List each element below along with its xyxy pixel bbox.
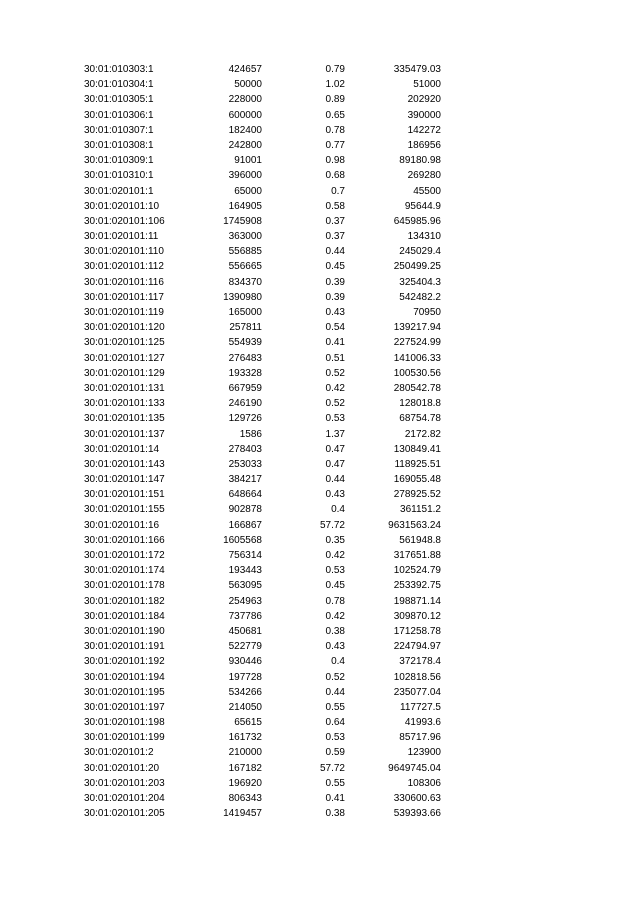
table-row: [0, 670, 640, 685]
coefficient-cell: 0.38: [325, 808, 345, 820]
value-cell: 450681: [228, 625, 262, 637]
coefficient-cell: 0.45: [325, 261, 345, 273]
value-cell: 363000: [228, 231, 262, 243]
cadastral-number-cell: 30:01:020101:174: [84, 565, 165, 577]
result-cell: 134310: [407, 231, 441, 243]
table-row: [0, 123, 640, 138]
coefficient-cell: 0.47: [325, 458, 345, 470]
value-cell: 214050: [228, 701, 262, 713]
coefficient-cell: 0.47: [325, 443, 345, 455]
table-row: [0, 594, 640, 609]
table-row: [0, 427, 640, 442]
value-cell: 165000: [228, 307, 262, 318]
value-cell: 167182: [228, 762, 262, 774]
value-cell: 91001: [234, 155, 262, 167]
table-row: [0, 578, 640, 593]
result-cell: 2172.82: [404, 428, 441, 440]
cadastral-number-cell: 30:01:020101:16: [84, 519, 160, 531]
table-row: [0, 624, 640, 639]
cadastral-number-cell: 30:01:020101:119: [84, 307, 164, 318]
coefficient-cell: 0.78: [325, 595, 345, 607]
table-row: [0, 229, 640, 244]
result-cell: 85717.96: [399, 732, 441, 744]
coefficient-cell: 0.77: [325, 139, 345, 151]
cadastral-number-cell: 30:01:020101:14: [84, 443, 160, 455]
coefficient-cell: 0.44: [325, 474, 345, 486]
value-cell: 396000: [228, 170, 262, 182]
table-row: [0, 396, 640, 411]
coefficient-cell: 0.52: [325, 367, 345, 379]
table-row: [0, 108, 640, 123]
coefficient-cell: 0.43: [325, 307, 345, 318]
table-row: [0, 639, 640, 654]
value-cell: 806343: [228, 793, 262, 804]
value-cell: 384217: [228, 474, 262, 486]
table-row: [0, 472, 640, 487]
coefficient-cell: 0.64: [325, 717, 345, 729]
cadastral-number-cell: 30:01:020101:199: [84, 732, 165, 744]
result-cell: 269280: [407, 170, 441, 182]
result-cell: 280542.78: [393, 382, 441, 394]
result-cell: 123900: [407, 747, 441, 759]
cadastral-number-cell: 30:01:010308:1: [84, 139, 154, 151]
coefficient-cell: 0.53: [325, 732, 345, 744]
cadastral-number-cell: 30:01:020101:127: [84, 352, 165, 364]
table-row: [0, 715, 640, 730]
value-cell: 1605568: [223, 534, 262, 546]
value-cell: 228000: [228, 94, 262, 106]
table-row: [0, 457, 640, 472]
cadastral-number-cell: 30:01:010303:1: [84, 64, 154, 75]
coefficient-cell: 0.35: [325, 534, 345, 546]
cadastral-number-cell: 30:01:020101:129: [84, 367, 165, 379]
table-row: [0, 745, 640, 760]
value-cell: 210000: [228, 747, 262, 759]
table-row: [0, 700, 640, 715]
cadastral-number-cell: 30:01:010310:1: [84, 170, 154, 182]
value-cell: 276483: [228, 352, 262, 364]
table-row: [0, 533, 640, 548]
cadastral-number-cell: 30:01:020101:117: [84, 291, 164, 303]
result-cell: 89180.98: [399, 155, 441, 167]
value-cell: 737786: [228, 610, 262, 622]
cadastral-number-cell: 30:01:010304:1: [84, 79, 154, 91]
result-cell: 361151.2: [400, 504, 441, 516]
cadastral-number-cell: 30:01:020101:125: [84, 337, 165, 349]
result-cell: 539393.66: [393, 808, 441, 820]
cadastral-number-cell: 30:01:020101:190: [84, 625, 165, 637]
result-cell: 202920: [407, 94, 441, 106]
table-row: [0, 791, 640, 806]
coefficient-cell: 0.43: [325, 489, 345, 501]
table-row: [0, 320, 640, 335]
value-cell: 278403: [228, 443, 262, 455]
value-cell: 563095: [228, 580, 262, 592]
result-cell: 141006.33: [393, 352, 441, 364]
result-cell: 171258.78: [393, 625, 441, 637]
cadastral-number-cell: 30:01:020101:112: [84, 261, 164, 273]
coefficient-cell: 0.42: [325, 382, 345, 394]
value-cell: 930446: [228, 656, 262, 668]
table-row: [0, 806, 640, 821]
result-cell: 186956: [407, 139, 441, 151]
result-cell: 68754.78: [399, 413, 441, 425]
table-row: [0, 351, 640, 366]
coefficient-cell: 0.89: [325, 94, 345, 106]
coefficient-cell: 0.41: [325, 793, 345, 804]
cadastral-number-cell: 30:01:010309:1: [84, 155, 154, 167]
table-row: [0, 153, 640, 168]
result-cell: 372178.4: [399, 656, 441, 668]
cadastral-number-cell: 30:01:020101:197: [84, 701, 165, 713]
cadastral-number-cell: 30:01:020101:11: [84, 231, 159, 243]
coefficient-cell: 0.4: [331, 656, 345, 668]
coefficient-cell: 0.53: [325, 565, 345, 577]
table-row: [0, 77, 640, 92]
cadastral-number-cell: 30:01:020101:166: [84, 534, 165, 546]
result-cell: 51000: [413, 79, 441, 91]
value-cell: 257811: [229, 322, 262, 334]
cadastral-number-cell: 30:01:020101:203: [84, 777, 165, 789]
cadastral-number-cell: 30:01:020101:198: [84, 717, 165, 729]
coefficient-cell: 0.7: [331, 185, 345, 197]
table-row: [0, 411, 640, 426]
cadastral-number-cell: 30:01:020101:155: [84, 504, 165, 516]
value-cell: 161732: [228, 732, 262, 744]
value-cell: 1745908: [223, 215, 262, 227]
table-row: [0, 442, 640, 457]
coefficient-cell: 0.53: [325, 413, 345, 425]
coefficient-cell: 0.39: [325, 291, 345, 303]
table-row: [0, 502, 640, 517]
result-cell: 390000: [407, 109, 441, 121]
result-cell: 139217.94: [393, 322, 441, 334]
value-cell: 193443: [228, 565, 262, 577]
result-cell: 95644.9: [404, 200, 441, 212]
cadastral-number-cell: 30:01:020101:205: [84, 808, 165, 820]
table-row: [0, 335, 640, 350]
data-table: [0, 62, 640, 821]
result-cell: 309870.12: [393, 610, 441, 622]
value-cell: 556665: [228, 261, 262, 273]
result-cell: 198871.14: [393, 595, 441, 607]
cadastral-number-cell: 30:01:020101:106: [84, 215, 165, 227]
coefficient-cell: 0.98: [325, 155, 345, 167]
value-cell: 193328: [228, 367, 262, 379]
result-cell: 561948.8: [399, 534, 441, 546]
result-cell: 41993.6: [404, 717, 441, 729]
result-cell: 102524.79: [393, 565, 441, 577]
result-cell: 245029.4: [399, 246, 441, 258]
coefficient-cell: 0.68: [325, 170, 345, 182]
result-cell: 100530.56: [393, 367, 441, 379]
cadastral-number-cell: 30:01:020101:143: [84, 458, 165, 470]
result-cell: 118925.51: [394, 458, 441, 470]
coefficient-cell: 0.51: [325, 352, 345, 364]
table-row: [0, 275, 640, 290]
value-cell: 197728: [228, 671, 262, 683]
table-row: [0, 305, 640, 320]
value-cell: 253033: [228, 458, 262, 470]
cadastral-number-cell: 30:01:020101:2: [84, 747, 154, 759]
result-cell: 9631563.24: [388, 519, 441, 531]
result-cell: 117727.5: [400, 701, 441, 713]
cadastral-number-cell: 30:01:020101:194: [84, 671, 165, 683]
value-cell: 756314: [228, 550, 262, 561]
cadastral-number-cell: 30:01:020101:192: [84, 656, 165, 668]
coefficient-cell: 0.78: [325, 124, 345, 136]
table-row: [0, 381, 640, 396]
coefficient-cell: 1.02: [325, 79, 345, 91]
cadastral-number-cell: 30:01:020101:135: [84, 413, 165, 425]
value-cell: 1586: [239, 428, 262, 440]
result-cell: 325404.3: [399, 276, 441, 288]
coefficient-cell: 0.65: [325, 109, 345, 121]
value-cell: 648664: [228, 489, 262, 501]
coefficient-cell: 0.55: [325, 777, 345, 789]
cadastral-number-cell: 30:01:010305:1: [84, 94, 154, 106]
value-cell: 242800: [228, 139, 262, 151]
result-cell: 250499.25: [393, 261, 441, 273]
table-row: [0, 244, 640, 259]
coefficient-cell: 0.4: [331, 504, 345, 516]
table-row: [0, 654, 640, 669]
result-cell: 317651.88: [393, 550, 441, 561]
coefficient-cell: 0.42: [325, 610, 345, 622]
cadastral-number-cell: 30:01:020101:1: [84, 185, 154, 197]
value-cell: 182400: [228, 124, 262, 136]
table-row: [0, 138, 640, 153]
result-cell: 45500: [413, 185, 441, 197]
result-cell: 224794.97: [393, 641, 441, 653]
value-cell: 166867: [228, 519, 262, 531]
cadastral-number-cell: 30:01:010306:1: [84, 109, 154, 121]
coefficient-cell: 0.44: [325, 686, 345, 698]
cadastral-number-cell: 30:01:020101:120: [84, 322, 165, 334]
table-row: [0, 487, 640, 502]
cadastral-number-cell: 30:01:020101:20: [84, 762, 160, 774]
table-row: [0, 776, 640, 791]
value-cell: 164905: [228, 200, 262, 212]
table-row: [0, 290, 640, 305]
result-cell: 278925.52: [393, 489, 441, 501]
coefficient-cell: 1.37: [325, 428, 345, 440]
coefficient-cell: 0.52: [325, 398, 345, 410]
result-cell: 335479.03: [393, 64, 441, 75]
cadastral-number-cell: 30:01:020101:204: [84, 793, 165, 804]
result-cell: 9649745.04: [388, 762, 441, 774]
coefficient-cell: 0.37: [325, 215, 345, 227]
cadastral-number-cell: 30:01:020101:172: [84, 550, 165, 561]
table-row: [0, 62, 640, 77]
coefficient-cell: 0.38: [325, 625, 345, 637]
cadastral-number-cell: 30:01:020101:178: [84, 580, 165, 592]
coefficient-cell: 0.55: [325, 701, 345, 713]
coefficient-cell: 57.72: [319, 519, 345, 531]
coefficient-cell: 0.54: [325, 322, 345, 334]
result-cell: 253392.75: [393, 580, 441, 592]
coefficient-cell: 0.43: [325, 641, 345, 653]
value-cell: 667959: [228, 382, 262, 394]
coefficient-cell: 0.41: [325, 337, 345, 349]
cadastral-number-cell: 30:01:020101:147: [84, 474, 165, 486]
coefficient-cell: 57.72: [319, 762, 345, 774]
value-cell: 1419457: [223, 808, 262, 820]
table-row: [0, 730, 640, 745]
cadastral-number-cell: 30:01:010307:1: [84, 124, 154, 136]
value-cell: 50000: [234, 79, 262, 91]
cadastral-number-cell: 30:01:020101:110: [84, 246, 164, 258]
result-cell: 542482.2: [399, 291, 441, 303]
cadastral-number-cell: 30:01:020101:151: [84, 489, 165, 501]
value-cell: 902878: [228, 504, 262, 516]
table-row: [0, 184, 640, 199]
coefficient-cell: 0.58: [325, 200, 345, 212]
value-cell: 834370: [228, 276, 262, 288]
result-cell: 227524.99: [393, 337, 441, 349]
table-row: [0, 685, 640, 700]
cadastral-number-cell: 30:01:020101:195: [84, 686, 165, 698]
value-cell: 246190: [228, 398, 262, 410]
coefficient-cell: 0.37: [325, 231, 345, 243]
result-cell: 130849.41: [393, 443, 441, 455]
coefficient-cell: 0.44: [325, 246, 345, 258]
value-cell: 65000: [234, 185, 262, 197]
value-cell: 254963: [228, 595, 262, 607]
cadastral-number-cell: 30:01:020101:137: [84, 428, 165, 440]
table-row: [0, 366, 640, 381]
cadastral-number-cell: 30:01:020101:131: [84, 382, 165, 394]
coefficient-cell: 0.79: [325, 64, 345, 75]
result-cell: 108306: [407, 777, 441, 789]
cadastral-number-cell: 30:01:020101:133: [84, 398, 165, 410]
value-cell: 534266: [228, 686, 262, 698]
coefficient-cell: 0.42: [325, 550, 345, 561]
table-row: [0, 168, 640, 183]
table-row: [0, 761, 640, 776]
coefficient-cell: 0.45: [325, 580, 345, 592]
value-cell: 129726: [228, 413, 262, 425]
table-row: [0, 609, 640, 624]
coefficient-cell: 0.39: [325, 276, 345, 288]
result-cell: 235077.04: [393, 686, 441, 698]
result-cell: 142272: [407, 124, 441, 136]
cadastral-number-cell: 30:01:020101:182: [84, 595, 165, 607]
value-cell: 424657: [228, 64, 262, 75]
cadastral-number-cell: 30:01:020101:10: [84, 200, 160, 212]
result-cell: 102818.56: [393, 671, 441, 683]
result-cell: 70950: [413, 307, 441, 318]
table-row: [0, 92, 640, 107]
table-row: [0, 563, 640, 578]
value-cell: 554939: [228, 337, 262, 349]
table-row: [0, 259, 640, 274]
coefficient-cell: 0.59: [325, 747, 345, 759]
value-cell: 196920: [228, 777, 262, 789]
result-cell: 169055.48: [393, 474, 441, 486]
table-row: [0, 548, 640, 563]
value-cell: 600000: [228, 109, 262, 121]
value-cell: 522779: [228, 641, 262, 653]
value-cell: 1390980: [223, 291, 262, 303]
table-row: [0, 199, 640, 214]
cadastral-number-cell: 30:01:020101:191: [84, 641, 165, 653]
table-row: [0, 214, 640, 229]
value-cell: 556885: [228, 246, 262, 258]
coefficient-cell: 0.52: [325, 671, 345, 683]
result-cell: 128018.8: [399, 398, 441, 410]
table-row: [0, 518, 640, 533]
cadastral-number-cell: 30:01:020101:184: [84, 610, 165, 622]
value-cell: 65615: [234, 717, 262, 729]
cadastral-number-cell: 30:01:020101:116: [84, 276, 164, 288]
result-cell: 645985.96: [393, 215, 441, 227]
result-cell: 330600.63: [393, 793, 441, 804]
